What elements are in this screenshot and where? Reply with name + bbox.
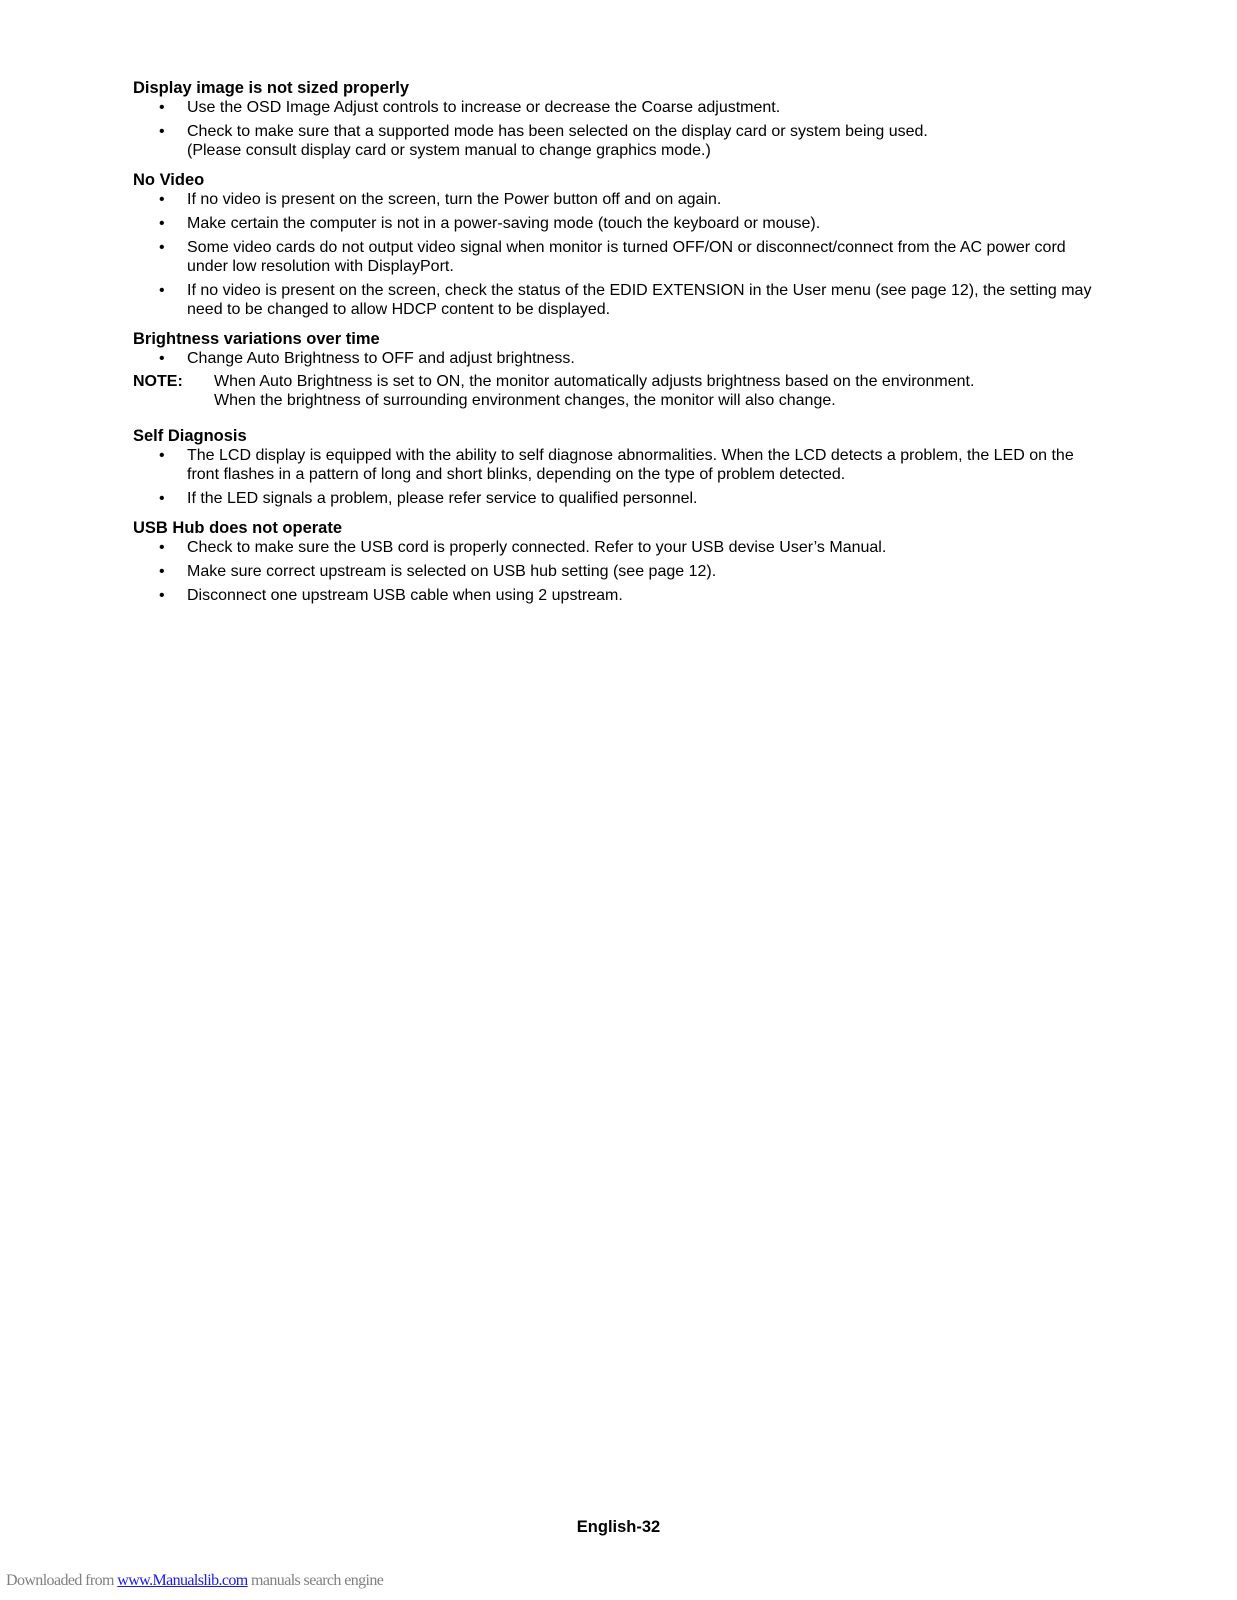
list-item — [133, 214, 1093, 233]
bullet-list — [133, 349, 1093, 368]
bullet-list — [133, 446, 1093, 508]
list-item-text: Check to make sure that a supported mode has been selected on the display card or system being used. (Please consult display card or system manual to change graphics mode.) — [187, 123, 928, 159]
bullet-icon: • — [159, 587, 165, 604]
bullet-icon: • — [159, 563, 165, 580]
bullet-list — [133, 98, 1093, 160]
download-suffix: manuals search engine — [247, 1572, 384, 1589]
bullet-icon: • — [159, 99, 165, 116]
bullet-icon: • — [159, 539, 165, 556]
section-heading: Brightness variations over time — [133, 330, 380, 348]
manualslib-link[interactable]: www.Manualslib.com — [117, 1572, 248, 1589]
list-item — [133, 122, 1093, 160]
bullet-icon: • — [159, 123, 165, 140]
note-line: When the brightness of surrounding environment changes, the monitor will also change. — [214, 392, 836, 409]
list-item — [133, 586, 1093, 605]
section-display-image-size — [133, 78, 1093, 160]
list-item-text: If no video is present on the screen, check the status of the EDID EXTENSION in the User menu (see page 12), the setting may need to be changed to allow HDCP content to be displayed. — [187, 282, 1092, 318]
section-heading: No Video — [133, 171, 205, 189]
download-footer — [6, 1572, 383, 1590]
list-item — [133, 98, 1093, 117]
bullet-icon: • — [159, 191, 165, 208]
list-item — [133, 538, 1093, 557]
list-item — [133, 190, 1093, 209]
list-item-text: Disconnect one upstream USB cable when using 2 upstream. — [187, 587, 623, 604]
list-item — [133, 562, 1093, 581]
section-brightness-variations — [133, 329, 1093, 368]
bullet-icon: • — [159, 239, 165, 256]
list-item-text: Check to make sure the USB cord is properly connected. Refer to your USB devise User’s Manual. — [187, 539, 887, 556]
page-number: English-32 — [576, 1518, 661, 1536]
list-item-text: Some video cards do not output video signal when monitor is turned OFF/ON or disconnect/connect from the AC power cord under low resolution with DisplayPort. — [187, 239, 1066, 275]
note-line: When Auto Brightness is set to ON, the monitor automatically adjusts brightness based on the environment. — [214, 373, 975, 390]
list-item — [133, 446, 1093, 484]
list-item-text: Use the OSD Image Adjust controls to increase or decrease the Coarse adjustment. — [187, 99, 781, 116]
download-prefix: Downloaded from — [6, 1572, 118, 1589]
list-item-text: The LCD display is equipped with the ability to self diagnose abnormalities. When the LCD detects a problem, the LED on the front flashes in a pattern of long and short blinks, depending on the type of problem detected. — [187, 447, 1074, 483]
section-no-video — [133, 170, 1093, 319]
section-self-diagnosis — [133, 426, 1093, 508]
section-heading: Display image is not sized properly — [133, 79, 409, 97]
bullet-list — [133, 190, 1093, 319]
bullet-list — [133, 538, 1093, 605]
bullet-icon: • — [159, 215, 165, 232]
section-usb-hub — [133, 518, 1093, 605]
list-item — [133, 281, 1093, 319]
list-item-text: Make sure correct upstream is selected on USB hub setting (see page 12). — [187, 563, 717, 580]
list-item — [133, 238, 1093, 276]
note-label: NOTE: — [133, 373, 183, 390]
bullet-icon: • — [159, 447, 165, 464]
bullet-icon: • — [159, 490, 165, 507]
note-block — [133, 372, 1093, 410]
bullet-icon: • — [159, 350, 165, 367]
list-item-text: Change Auto Brightness to OFF and adjust brightness. — [187, 350, 575, 367]
document-body — [133, 78, 1093, 615]
list-item — [133, 489, 1093, 508]
bullet-icon: • — [159, 282, 165, 299]
section-heading: Self Diagnosis — [133, 427, 247, 445]
list-item-text: If the LED signals a problem, please refer service to qualified personnel. — [187, 490, 698, 507]
section-heading: USB Hub does not operate — [133, 519, 343, 537]
list-item-text: Make certain the computer is not in a power-saving mode (touch the keyboard or mouse). — [187, 215, 821, 232]
note-text — [214, 372, 1093, 410]
list-item — [133, 349, 1093, 368]
list-item-text: If no video is present on the screen, turn the Power button off and on again. — [187, 191, 722, 208]
